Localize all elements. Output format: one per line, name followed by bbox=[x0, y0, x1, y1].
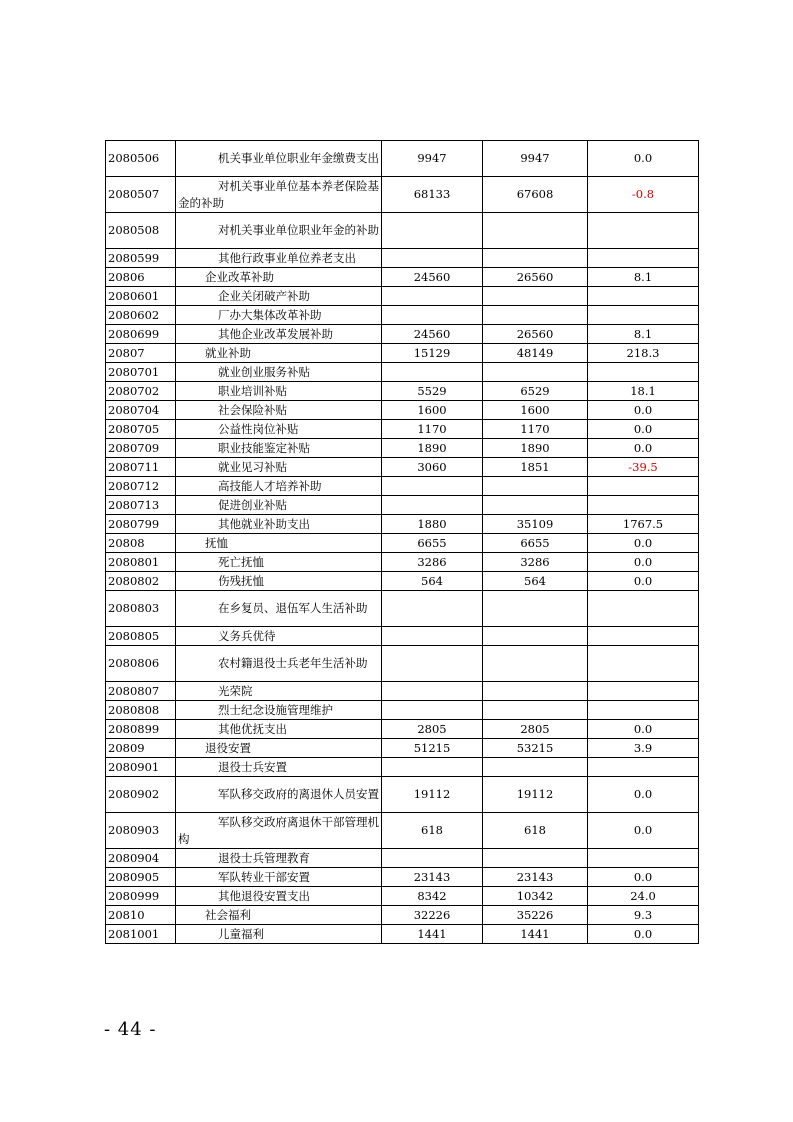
change-percent-cell bbox=[588, 646, 699, 682]
table-row bbox=[106, 363, 699, 382]
change-percent-cell: 9.3 bbox=[588, 906, 699, 925]
table-row bbox=[106, 268, 699, 287]
table-row bbox=[106, 720, 699, 739]
change-percent-cell bbox=[588, 591, 699, 627]
item-name-cell: 企业关闭破产补助 bbox=[176, 287, 382, 306]
value-cell-1 bbox=[382, 287, 483, 306]
value-cell-2: 3286 bbox=[483, 553, 588, 572]
item-code-cell: 2080599 bbox=[106, 249, 176, 268]
table-row bbox=[106, 534, 699, 553]
item-code-cell: 20806 bbox=[106, 268, 176, 287]
value-cell-2 bbox=[483, 646, 588, 682]
table-row bbox=[106, 515, 699, 534]
change-percent-cell bbox=[588, 363, 699, 382]
value-cell-2: 19112 bbox=[483, 777, 588, 813]
change-percent-cell: 0.0 bbox=[588, 401, 699, 420]
item-code-cell: 2080712 bbox=[106, 477, 176, 496]
item-name-cell: 高技能人才培养补助 bbox=[176, 477, 382, 496]
table-row bbox=[106, 213, 699, 249]
item-code-cell: 20809 bbox=[106, 739, 176, 758]
change-percent-cell: 18.1 bbox=[588, 382, 699, 401]
item-name-cell: 退役士兵安置 bbox=[176, 758, 382, 777]
value-cell-1 bbox=[382, 627, 483, 646]
value-cell-1 bbox=[382, 249, 483, 268]
table-row bbox=[106, 646, 699, 682]
value-cell-2 bbox=[483, 249, 588, 268]
change-percent-cell bbox=[588, 249, 699, 268]
value-cell-1 bbox=[382, 758, 483, 777]
page-number: - 44 - bbox=[104, 1019, 157, 1040]
table-row bbox=[106, 849, 699, 868]
change-percent-cell: 8.1 bbox=[588, 268, 699, 287]
item-name-cell: 军队移交政府的离退休人员安置 bbox=[176, 777, 382, 813]
table-row bbox=[106, 906, 699, 925]
item-code-cell: 2080805 bbox=[106, 627, 176, 646]
table-row bbox=[106, 496, 699, 515]
change-percent-cell: 218.3 bbox=[588, 344, 699, 363]
value-cell-1: 9947 bbox=[382, 141, 483, 177]
value-cell-2: 1851 bbox=[483, 458, 588, 477]
item-code-cell: 2080711 bbox=[106, 458, 176, 477]
item-code-cell: 2080713 bbox=[106, 496, 176, 515]
value-cell-2 bbox=[483, 849, 588, 868]
value-cell-1: 24560 bbox=[382, 268, 483, 287]
value-cell-2 bbox=[483, 758, 588, 777]
table-row bbox=[106, 177, 699, 213]
item-name-cell: 促进创业补贴 bbox=[176, 496, 382, 515]
value-cell-2 bbox=[483, 496, 588, 515]
value-cell-1 bbox=[382, 591, 483, 627]
item-code-cell: 2080601 bbox=[106, 287, 176, 306]
budget-table-body bbox=[106, 141, 699, 944]
value-cell-1 bbox=[382, 363, 483, 382]
table-row bbox=[106, 925, 699, 944]
value-cell-1: 23143 bbox=[382, 868, 483, 887]
table-row bbox=[106, 887, 699, 906]
value-cell-1: 8342 bbox=[382, 887, 483, 906]
item-name-cell: 厂办大集体改革补助 bbox=[176, 306, 382, 325]
table-row bbox=[106, 682, 699, 701]
table-row bbox=[106, 439, 699, 458]
item-name-cell: 儿童福利 bbox=[176, 925, 382, 944]
item-name-cell: 其他优抚支出 bbox=[176, 720, 382, 739]
item-code-cell: 2080508 bbox=[106, 213, 176, 249]
item-code-cell: 2080799 bbox=[106, 515, 176, 534]
item-code-cell: 2080702 bbox=[106, 382, 176, 401]
table-row bbox=[106, 627, 699, 646]
change-percent-cell: 0.0 bbox=[588, 720, 699, 739]
table-row bbox=[106, 141, 699, 177]
value-cell-2: 1170 bbox=[483, 420, 588, 439]
table-row bbox=[106, 553, 699, 572]
value-cell-2 bbox=[483, 306, 588, 325]
value-cell-1: 1170 bbox=[382, 420, 483, 439]
table-row bbox=[106, 777, 699, 813]
item-name-cell: 就业创业服务补贴 bbox=[176, 363, 382, 382]
value-cell-2: 1441 bbox=[483, 925, 588, 944]
value-cell-1: 1600 bbox=[382, 401, 483, 420]
value-cell-1 bbox=[382, 849, 483, 868]
value-cell-1 bbox=[382, 701, 483, 720]
change-percent-cell: 1767.5 bbox=[588, 515, 699, 534]
item-code-cell: 2080899 bbox=[106, 720, 176, 739]
item-name-cell: 义务兵优待 bbox=[176, 627, 382, 646]
item-code-cell: 2080904 bbox=[106, 849, 176, 868]
change-percent-cell: 0.0 bbox=[588, 553, 699, 572]
item-code-cell: 20810 bbox=[106, 906, 176, 925]
value-cell-2 bbox=[483, 477, 588, 496]
item-name-cell: 其他企业改革发展补助 bbox=[176, 325, 382, 344]
value-cell-1: 564 bbox=[382, 572, 483, 591]
item-code-cell: 2080807 bbox=[106, 682, 176, 701]
value-cell-1: 1441 bbox=[382, 925, 483, 944]
item-code-cell: 2080705 bbox=[106, 420, 176, 439]
table-row bbox=[106, 739, 699, 758]
change-percent-cell: 0.0 bbox=[588, 141, 699, 177]
value-cell-1: 6655 bbox=[382, 534, 483, 553]
item-name-cell: 退役士兵管理教育 bbox=[176, 849, 382, 868]
table-row bbox=[106, 458, 699, 477]
item-name-cell: 社会福利 bbox=[176, 906, 382, 925]
change-percent-cell: -39.5 bbox=[588, 458, 699, 477]
item-code-cell: 2080709 bbox=[106, 439, 176, 458]
item-code-cell: 2080803 bbox=[106, 591, 176, 627]
value-cell-1: 19112 bbox=[382, 777, 483, 813]
value-cell-1: 618 bbox=[382, 813, 483, 849]
table-row bbox=[106, 701, 699, 720]
table-row bbox=[106, 420, 699, 439]
item-code-cell: 2080999 bbox=[106, 887, 176, 906]
change-percent-cell: 24.0 bbox=[588, 887, 699, 906]
item-name-cell: 农村籍退役士兵老年生活补助 bbox=[176, 646, 382, 682]
change-percent-cell: 0.0 bbox=[588, 925, 699, 944]
item-name-cell: 职业培训补贴 bbox=[176, 382, 382, 401]
item-name-cell: 对机关事业单位职业年金的补助 bbox=[176, 213, 382, 249]
item-code-cell: 2081001 bbox=[106, 925, 176, 944]
value-cell-1: 1890 bbox=[382, 439, 483, 458]
item-code-cell: 2080806 bbox=[106, 646, 176, 682]
value-cell-2: 618 bbox=[483, 813, 588, 849]
value-cell-1 bbox=[382, 306, 483, 325]
change-percent-cell bbox=[588, 477, 699, 496]
value-cell-2 bbox=[483, 363, 588, 382]
value-cell-1: 5529 bbox=[382, 382, 483, 401]
change-percent-cell bbox=[588, 306, 699, 325]
item-name-cell: 就业补助 bbox=[176, 344, 382, 363]
value-cell-1 bbox=[382, 496, 483, 515]
change-percent-cell: 0.0 bbox=[588, 777, 699, 813]
table-row bbox=[106, 325, 699, 344]
value-cell-2: 9947 bbox=[483, 141, 588, 177]
value-cell-1: 32226 bbox=[382, 906, 483, 925]
item-name-cell: 烈士纪念设施管理维护 bbox=[176, 701, 382, 720]
change-percent-cell bbox=[588, 758, 699, 777]
value-cell-1: 68133 bbox=[382, 177, 483, 213]
value-cell-1: 51215 bbox=[382, 739, 483, 758]
item-name-cell: 企业改革补助 bbox=[176, 268, 382, 287]
item-code-cell: 2080808 bbox=[106, 701, 176, 720]
item-code-cell: 20808 bbox=[106, 534, 176, 553]
table-row bbox=[106, 401, 699, 420]
value-cell-1 bbox=[382, 213, 483, 249]
value-cell-2: 23143 bbox=[483, 868, 588, 887]
value-cell-2: 2805 bbox=[483, 720, 588, 739]
value-cell-2: 53215 bbox=[483, 739, 588, 758]
change-percent-cell bbox=[588, 701, 699, 720]
item-name-cell: 军队移交政府离退休干部管理机构 bbox=[176, 813, 382, 849]
change-percent-cell: -0.8 bbox=[588, 177, 699, 213]
item-name-cell: 退役安置 bbox=[176, 739, 382, 758]
item-name-cell: 机关事业单位职业年金缴费支出 bbox=[176, 141, 382, 177]
table-row bbox=[106, 758, 699, 777]
item-name-cell: 死亡抚恤 bbox=[176, 553, 382, 572]
value-cell-2 bbox=[483, 627, 588, 646]
item-code-cell: 2080704 bbox=[106, 401, 176, 420]
value-cell-2: 6529 bbox=[483, 382, 588, 401]
item-name-cell: 伤残抚恤 bbox=[176, 572, 382, 591]
item-code-cell: 2080507 bbox=[106, 177, 176, 213]
value-cell-2 bbox=[483, 213, 588, 249]
change-percent-cell bbox=[588, 627, 699, 646]
value-cell-1 bbox=[382, 477, 483, 496]
item-code-cell: 2080699 bbox=[106, 325, 176, 344]
change-percent-cell bbox=[588, 849, 699, 868]
change-percent-cell: 0.0 bbox=[588, 439, 699, 458]
change-percent-cell bbox=[588, 496, 699, 515]
table-row bbox=[106, 477, 699, 496]
change-percent-cell bbox=[588, 213, 699, 249]
value-cell-1 bbox=[382, 682, 483, 701]
value-cell-1: 3286 bbox=[382, 553, 483, 572]
value-cell-1: 24560 bbox=[382, 325, 483, 344]
item-name-cell: 公益性岗位补贴 bbox=[176, 420, 382, 439]
item-code-cell: 2080901 bbox=[106, 758, 176, 777]
value-cell-1: 2805 bbox=[382, 720, 483, 739]
table-row bbox=[106, 572, 699, 591]
value-cell-2: 26560 bbox=[483, 268, 588, 287]
value-cell-2: 6655 bbox=[483, 534, 588, 553]
value-cell-2: 1600 bbox=[483, 401, 588, 420]
table-row bbox=[106, 287, 699, 306]
change-percent-cell: 8.1 bbox=[588, 325, 699, 344]
value-cell-1 bbox=[382, 646, 483, 682]
change-percent-cell: 0.0 bbox=[588, 420, 699, 439]
value-cell-2: 1890 bbox=[483, 439, 588, 458]
table-row bbox=[106, 249, 699, 268]
item-code-cell: 2080506 bbox=[106, 141, 176, 177]
value-cell-2: 564 bbox=[483, 572, 588, 591]
value-cell-2: 67608 bbox=[483, 177, 588, 213]
value-cell-2: 26560 bbox=[483, 325, 588, 344]
change-percent-cell: 3.9 bbox=[588, 739, 699, 758]
table-row bbox=[106, 306, 699, 325]
item-code-cell: 2080701 bbox=[106, 363, 176, 382]
change-percent-cell bbox=[588, 682, 699, 701]
item-code-cell: 20807 bbox=[106, 344, 176, 363]
item-name-cell: 其他就业补助支出 bbox=[176, 515, 382, 534]
item-code-cell: 2080902 bbox=[106, 777, 176, 813]
value-cell-2 bbox=[483, 287, 588, 306]
table-row bbox=[106, 813, 699, 849]
item-name-cell: 抚恤 bbox=[176, 534, 382, 553]
change-percent-cell bbox=[588, 287, 699, 306]
value-cell-2: 35109 bbox=[483, 515, 588, 534]
value-cell-1: 1880 bbox=[382, 515, 483, 534]
item-name-cell: 其他行政事业单位养老支出 bbox=[176, 249, 382, 268]
change-percent-cell: 0.0 bbox=[588, 534, 699, 553]
table-row bbox=[106, 591, 699, 627]
item-code-cell: 2080602 bbox=[106, 306, 176, 325]
value-cell-2 bbox=[483, 701, 588, 720]
value-cell-2: 48149 bbox=[483, 344, 588, 363]
item-name-cell: 在乡复员、退伍军人生活补助 bbox=[176, 591, 382, 627]
value-cell-1: 3060 bbox=[382, 458, 483, 477]
item-code-cell: 2080801 bbox=[106, 553, 176, 572]
table-row bbox=[106, 382, 699, 401]
table-row bbox=[106, 344, 699, 363]
item-name-cell: 军队转业干部安置 bbox=[176, 868, 382, 887]
budget-table bbox=[105, 140, 699, 944]
item-name-cell: 光荣院 bbox=[176, 682, 382, 701]
value-cell-2: 35226 bbox=[483, 906, 588, 925]
item-name-cell: 其他退役安置支出 bbox=[176, 887, 382, 906]
item-code-cell: 2080802 bbox=[106, 572, 176, 591]
item-name-cell: 社会保险补贴 bbox=[176, 401, 382, 420]
item-name-cell: 对机关事业单位基本养老保险基金的补助 bbox=[176, 177, 382, 213]
value-cell-2 bbox=[483, 591, 588, 627]
table-row bbox=[106, 868, 699, 887]
change-percent-cell: 0.0 bbox=[588, 572, 699, 591]
change-percent-cell: 0.0 bbox=[588, 868, 699, 887]
item-name-cell: 就业见习补贴 bbox=[176, 458, 382, 477]
item-name-cell: 职业技能鉴定补贴 bbox=[176, 439, 382, 458]
item-code-cell: 2080905 bbox=[106, 868, 176, 887]
item-code-cell: 2080903 bbox=[106, 813, 176, 849]
value-cell-2: 10342 bbox=[483, 887, 588, 906]
value-cell-1: 15129 bbox=[382, 344, 483, 363]
value-cell-2 bbox=[483, 682, 588, 701]
change-percent-cell: 0.0 bbox=[588, 813, 699, 849]
